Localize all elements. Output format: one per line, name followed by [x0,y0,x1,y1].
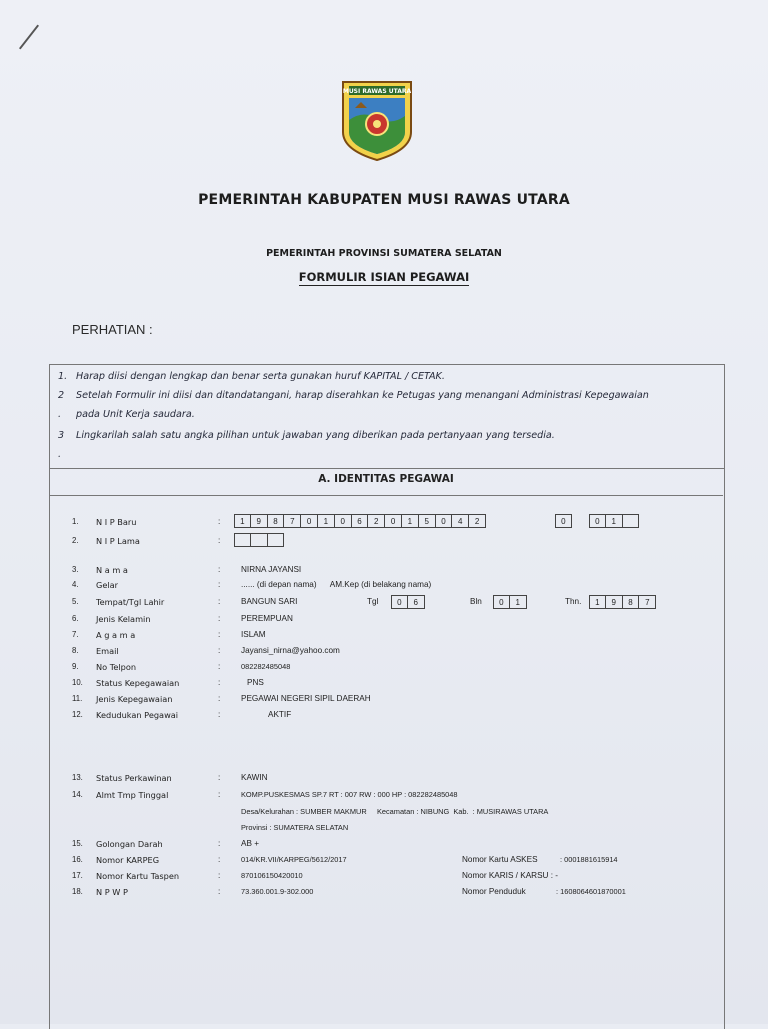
province-subtitle: PEMERINTAH PROVINSI SUMATERA SELATAN [266,248,502,259]
tempat-lahir-value[interactable]: BANGUN SARI [241,597,298,606]
nip-baru-digit-5[interactable]: 0 [301,514,318,528]
row-jenis-kepegawaian: 11. Jenis Kepegawaian : PEGAWAI NEGERI SIPIL DAERAH [72,694,371,704]
row-nip-baru: 1. N I P Baru : 1 9 8 7 0 1 0 6 2 0 1 5 0 4 2 0 0 1 [0,517,768,531]
tgl-cells[interactable] [391,595,425,609]
note-1: 1. Harap diisi dengan lengkap dan benar serta gunakan huruf KAPITAL / CETAK. [58,371,445,382]
npwp-value[interactable]: 73.360.001.9-302.000 [241,887,314,896]
telpon-value[interactable]: 082282485048 [241,662,291,671]
nip-baru-digit-4[interactable]: 7 [284,514,301,528]
nip-baru-digit-1[interactable]: 1 [234,514,251,528]
regency-title: PEMERINTAH KABUPATEN MUSI RAWAS UTARA [198,192,570,208]
thn-digit-4[interactable]: 7 [639,595,656,609]
row-gelar: 4. Gelar : ...... (di depan nama) AM.Kep (di belakang nama) [72,580,432,590]
perhatian-label: PERHATIAN : [72,322,153,337]
note-2: 2 Setelah Formulir ini diisi dan ditandatangani, harap diserahkan ke Petugas yang menangani Administrasi Kepegawaian [58,390,649,401]
nip-lama-cells[interactable] [234,533,284,547]
email-value[interactable]: Jayansi_nirna@yahoo.com [241,646,340,655]
karpeg-value[interactable]: 014/KR.VII/KARPEG/5612/2017 [241,855,347,864]
status-perkawinan-value[interactable]: KAWIN [241,773,268,782]
row-no-telpon: 9. No Telpon : 082282485048 [72,662,291,672]
nip-seq-cells[interactable] [589,514,639,528]
nip-baru-digit-6[interactable]: 1 [318,514,335,528]
section-divider [49,495,723,496]
karis-label: Nomor KARIS / KARSU : - [462,871,558,880]
bln-digit-2[interactable]: 1 [510,595,527,609]
agama-value[interactable]: ISLAM [241,630,266,639]
thn-digit-2[interactable]: 9 [606,595,623,609]
notes-box: 1. Harap diisi dengan lengkap dan benar serta gunakan huruf KAPITAL / CETAK. 2 Setelah Formulir ini diisi dan ditandatangani, harap diserahkan ke Petugas yang menangani Administrasi Kepegawaian . pada Unit Kerja saudara. 3 Lingkarilah salah satu angka pilihan untuk jawaban yang diberikan pada pertanyaan yang tersedia. . [49,364,725,469]
nip-baru-digit-8[interactable]: 6 [352,514,369,528]
row-golongan-darah: 15. Golongan Darah : AB + [72,839,259,849]
nama-value[interactable]: NIRNA JAYANSI [241,565,302,574]
nip-baru-digit-3[interactable]: 8 [268,514,285,528]
alamat-value[interactable]: KOMP.PUSKESMAS SP.7 RT : 007 RW : 000 HP : 082282485048 [241,790,458,799]
form-title: FORMULIR ISIAN PEGAWAI [298,270,470,284]
thn-digit-3[interactable]: 8 [623,595,640,609]
note-3: 3 Lingkarilah salah satu angka pilihan untuk jawaban yang diberikan pada pertanyaan yang tersedia. [58,430,555,441]
jenis-kepegawaian-value[interactable]: PEGAWAI NEGERI SIPIL DAERAH [241,694,371,703]
row-status-kepegawaian: 10. Status Kepegawaian : PNS [72,678,264,688]
nik-label: Nomor Penduduk [462,887,526,896]
row-nama: 3. N a m a : NIRNA JAYANSI [72,565,302,575]
row-agama: 7. A g a m a : ISLAM [72,630,266,640]
row-npwp: 18. N P W P : 73.360.001.9-302.000 Nomor Penduduk : 1608064601870001 [72,887,626,897]
row-alamat: 14. Almt Tmp Tinggal : KOMP.PUSKESMAS SP.7 RT : 007 RW : 000 HP : 082282485048 [72,790,458,800]
nip-seq-digit-3[interactable] [623,514,640,528]
alamat-desa-kecamatan[interactable]: Desa/Kelurahan : SUMBER MAKMUR Kecamatan : NIBUNG Kab. : MUSIRAWAS UTARA [241,807,549,816]
nip-sex-cell[interactable] [555,514,572,528]
thn-cells[interactable] [589,595,656,609]
status-kepegawaian-value[interactable]: PNS [247,678,264,687]
note-2-cont: . pada Unit Kerja saudara. [58,409,195,420]
nip-baru-cells[interactable] [234,514,486,528]
row-alamat-line3 [0,823,768,837]
form-section-box [49,468,725,1029]
pen-mark [19,25,39,50]
nip-baru-digit-15[interactable]: 2 [469,514,486,528]
askes-value[interactable]: : 0001881615914 [560,855,618,864]
thn-digit-1[interactable]: 1 [589,595,606,609]
bln-label: Bln [470,597,482,606]
regency-emblem-logo [341,80,413,162]
tgl-digit-2[interactable]: 6 [408,595,425,609]
kedudukan-value[interactable]: AKTIF [268,710,292,719]
nip-baru-digit-10[interactable]: 0 [385,514,402,528]
row-karpeg: 16. Nomor KARPEG : 014/KR.VII/KARPEG/5612/2017 Nomor Kartu ASKES : 0001881615914 [72,855,618,865]
nip-sex-digit-1[interactable]: 0 [555,514,572,528]
tgl-digit-1[interactable]: 0 [391,595,408,609]
row-kedudukan-pegawai: 12. Kedudukan Pegawai : AKTIF [72,710,292,720]
row-tempat-tgl-lahir: 5. Tempat/Tgl Lahir : BANGUN SARI Tgl 0 6 Bln 0 1 Thn. 1 9 8 7 [0,597,768,611]
thn-label: Thn. [565,597,582,606]
nip-baru-digit-14[interactable]: 4 [452,514,469,528]
gelar-value[interactable]: ...... (di depan nama) AM.Kep (di belakang nama) [241,580,432,589]
jenis-kelamin-value[interactable]: PEREMPUAN [241,614,293,623]
golongan-darah-value[interactable]: AB + [241,839,259,848]
nik-value[interactable]: : 1608064601870001 [556,887,626,896]
nip-baru-digit-13[interactable]: 0 [436,514,453,528]
row-taspen: 17. Nomor Kartu Taspen : 870106150420010 Nomor KARIS / KARSU : - [72,871,558,881]
nip-baru-digit-11[interactable]: 1 [402,514,419,528]
row-email: 8. Email : Jayansi_nirna@yahoo.com [72,646,340,656]
alamat-provinsi[interactable]: Provinsi : SUMATERA SELATAN [241,823,349,832]
nip-seq-digit-2[interactable]: 1 [606,514,623,528]
nip-lama-digit-1[interactable] [234,533,251,547]
section-a-title: A. IDENTITAS PEGAWAI [318,473,454,485]
nip-lama-digit-2[interactable] [251,533,268,547]
tgl-label: Tgl [367,597,379,606]
nip-baru-digit-12[interactable]: 5 [419,514,436,528]
nip-baru-digit-7[interactable]: 0 [335,514,352,528]
nip-baru-digit-2[interactable]: 9 [251,514,268,528]
nip-baru-digit-9[interactable]: 2 [368,514,385,528]
taspen-value[interactable]: 870106150420010 [241,871,303,880]
svg-text:MUSI RAWAS UTARA: MUSI RAWAS UTARA [342,88,412,95]
row-alamat-line2 [0,807,768,821]
bln-cells[interactable] [493,595,527,609]
row-nip-lama: 2. N I P Lama : [0,536,768,550]
askes-label: Nomor Kartu ASKES [462,855,538,864]
row-status-perkawinan: 13. Status Perkawinan : KAWIN [72,773,268,783]
bln-digit-1[interactable]: 0 [493,595,510,609]
nip-lama-digit-3[interactable] [268,533,285,547]
nip-seq-digit-1[interactable]: 0 [589,514,606,528]
row-jenis-kelamin: 6. Jenis Kelamin : PEREMPUAN [72,614,293,624]
